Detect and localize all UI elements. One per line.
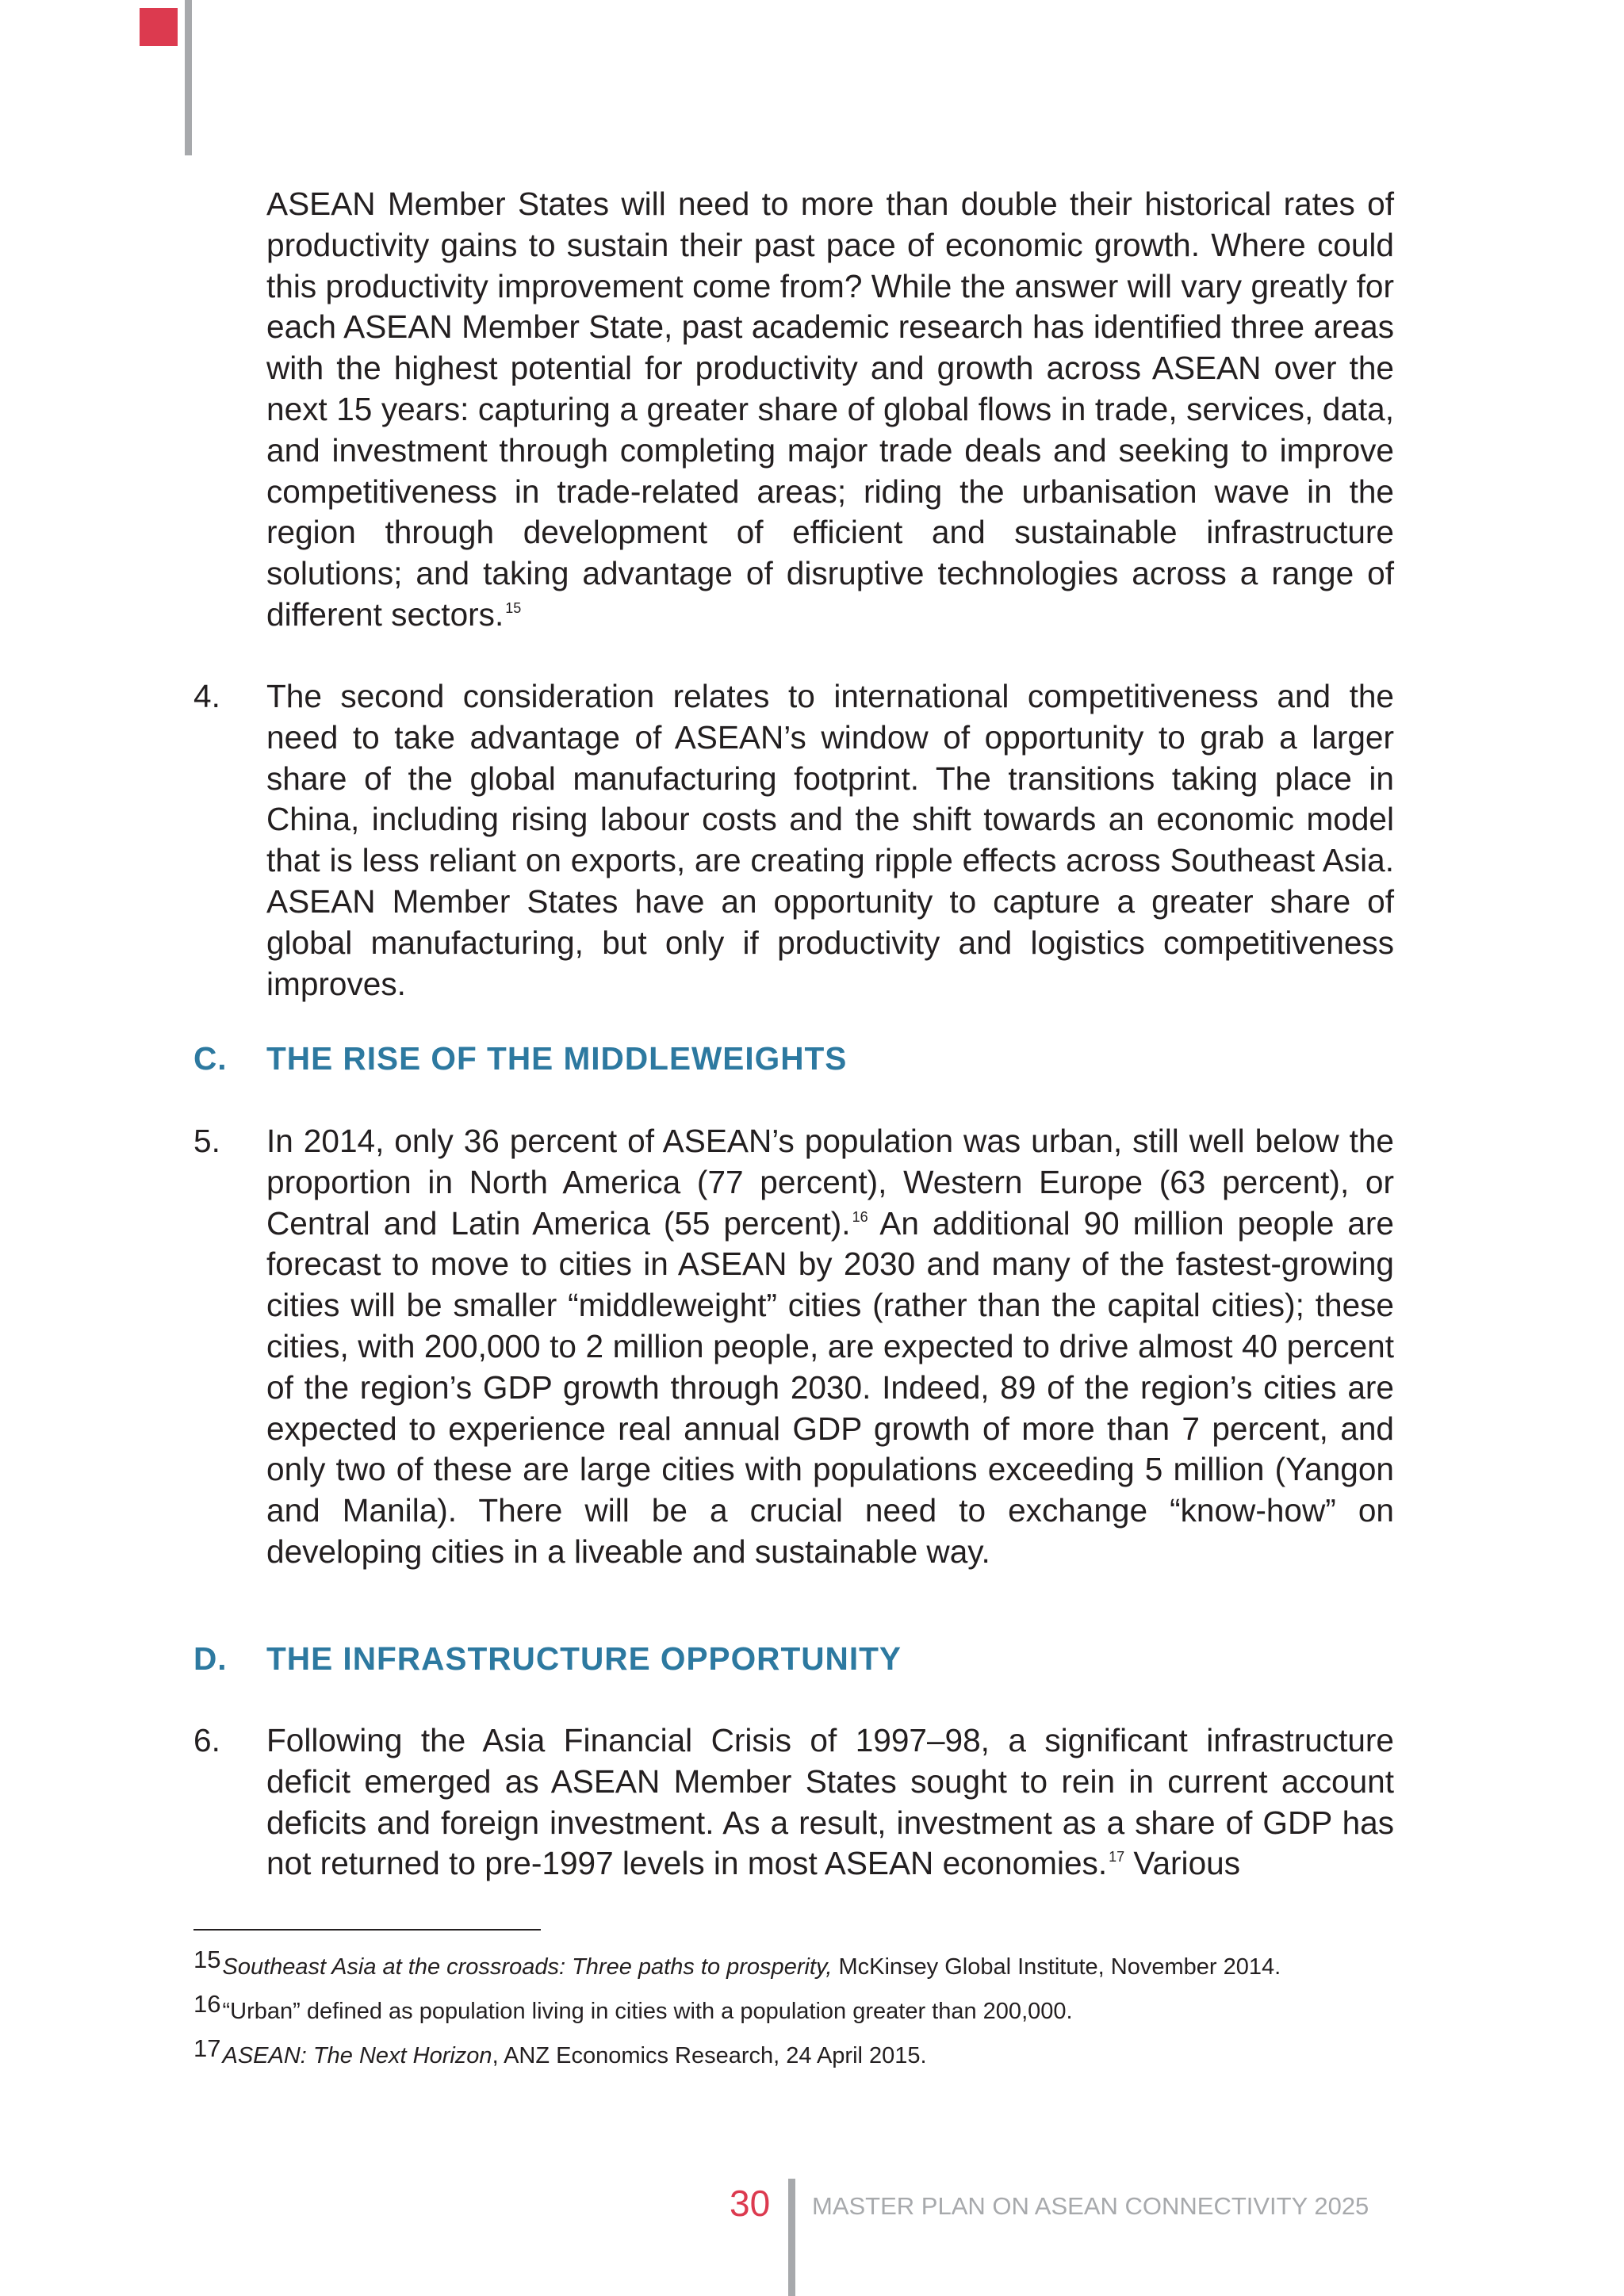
footnote-number: 17 [193, 2034, 221, 2062]
section-c-heading: THE RISE OF THE MIDDLEWEIGHTS [266, 1040, 848, 1077]
footnote-number: 15 [193, 1946, 221, 1973]
paragraph-4: The second consideration relates to international competitiveness and the need to take advantage of ASEAN’s window of opportunity to grab a larger share of the global manufacturing footprint. The transitions taking place in China, including rising labour costs and the shift towards an economic model that is less reliant on exports, are creating ripple effects across Southeast Asia. ASEAN Member States have an opportunity to capture a greater share of global manufacturing, but only if productivity and logistics competitiveness improves. [266, 678, 1394, 1002]
page-number: 30 [730, 2183, 771, 2224]
footnote-17: 17ASEAN: The Next Horizon, ANZ Economics Research, 24 April 2015. [193, 2034, 927, 2068]
top-vertical-rule [185, 0, 192, 155]
footnote-15: 15Southeast Asia at the crossroads: Three paths to prosperity, McKinsey Global Institute, November 2014. [193, 1946, 1281, 1980]
footnote-separator [193, 1929, 541, 1931]
paragraph-5-number: 5. [193, 1123, 220, 1159]
section-d-letter: D. [193, 1640, 228, 1677]
paragraph-6-number: 6. [193, 1722, 220, 1758]
footer-document-title: MASTER PLAN ON ASEAN CONNECTIVITY 2025 [812, 2192, 1369, 2220]
footnote-source-title: ASEAN: The Next Horizon [222, 2043, 492, 2068]
paragraph-4-number: 4. [193, 678, 220, 714]
corner-accent-square [140, 8, 178, 46]
paragraph-5: In 2014, only 36 percent of ASEAN’s population was urban, still well below the proportion in North America (77 percent), Western Europe (63 percent), or Central and Latin America (55 percent). $^{16}$ An additional 90 million people are forecast to move to cities in ASEAN by 2030 and many of the fastest-growing cities will be smaller “middleweight” cities (rather than the capital cities); these cities, with 200,000 to 2 million people, are expected to drive almost 40 percent of the region’s GDP growth through 2030. Indeed, 89 of the region’s cities are expected to experience real annual GDP growth of more than 7 percent, and only two of these are large cities with populations exceeding 5 million (Yangon and Manila). There will be a crucial need to exchange “know-how” on developing cities in a liveable and sustainable way. [266, 1123, 1394, 1570]
footer-vertical-rule [788, 2179, 795, 2296]
section-c-letter: C. [193, 1040, 228, 1077]
footnote-16: 16“Urban” defined as population living in cities with a population greater than 200,000. [193, 1990, 1073, 2024]
footnote-number: 16 [193, 1990, 221, 2018]
footnote-ref-15[interactable]: 15 [505, 599, 522, 616]
footnote-ref-16[interactable]: 16 [852, 1208, 868, 1225]
footnote-ref-17[interactable]: 17 [1109, 1849, 1125, 1866]
paragraph-6: Following the Asia Financial Crisis of 1997–98, a significant infrastructure deficit emerged as ASEAN Member States sought to rein in current account deficits and foreign investment. As a result, investment as a share of GDP has not returned to pre-1997 levels in most ASEAN economies. $^{17}$ Various [266, 1722, 1394, 1882]
footnote-source-title: Southeast Asia at the crossroads: Three paths to prosperity, [222, 1954, 833, 1980]
section-d-heading: THE INFRASTRUCTURE OPPORTUNITY [266, 1640, 902, 1677]
paragraph-3-continuation: ASEAN Member States will need to more than double their historical rates of productivity gains to sustain their past pace of economic growth. Where could this productivity improvement come from? While the answer will vary greatly for each ASEAN Member State, past academic research has identified three areas with the highest potential for productivity and growth across ASEAN over the next 15 years: capturing a greater share of global flows in trade, services, data, and investment through completing major trade deals and seeking to improve competitiveness in trade-related areas; riding the urbanisation wave in the region through development of efficient and sustainable infrastructure solutions; and taking advantage of disruptive technologies across a range of different sectors. $^{15}$ [266, 186, 1394, 633]
